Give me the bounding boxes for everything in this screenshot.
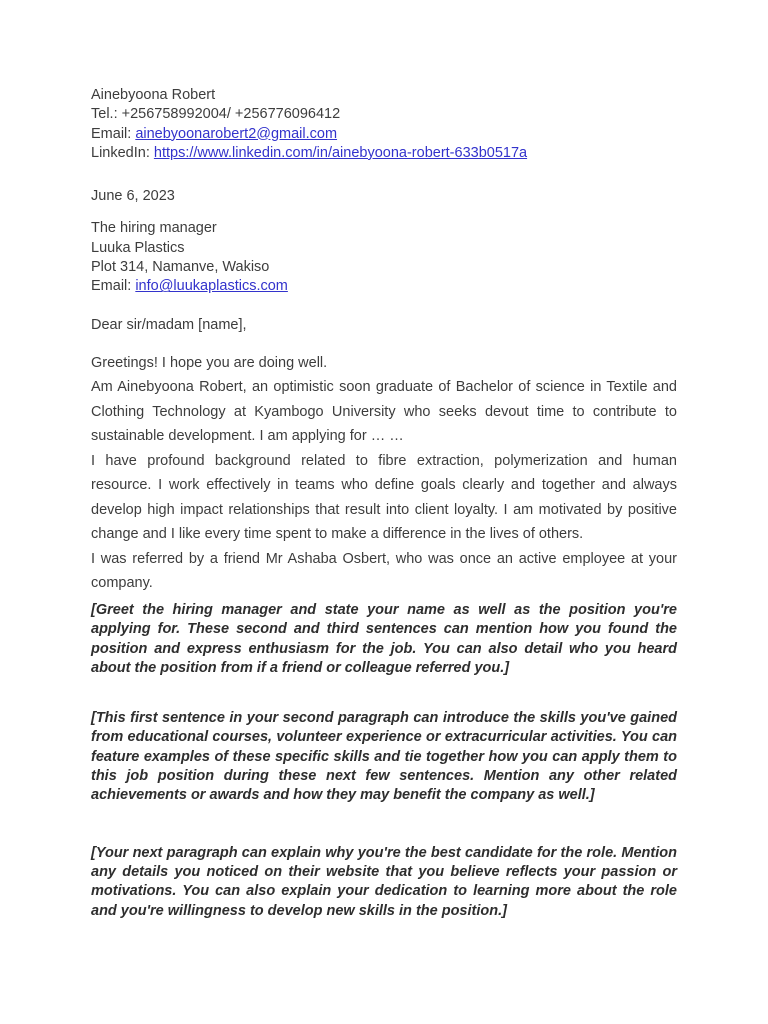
sender-email-label: Email: — [91, 125, 136, 142]
intro-paragraph: Am Ainebyoona Robert, an optimistic soon graduate of Bachelor of science in Textile and Clothing Technology at Kyambogo University who seeks devout time to contribute to sustainable development. I am applying for … … — [91, 379, 677, 445]
recipient-title: The hiring manager — [91, 220, 217, 237]
recipient-email-link[interactable]: info@luukaplastics.com — [135, 278, 288, 295]
sender-contact-block — [91, 86, 677, 163]
template-note-greet: [Greet the hiring manager and state your name as well as the position you're applying for. These second and third sentences can mention how you found the position and express enthusiasm for the job. You can also detail who you heard about the position from if a friend or colleague referred you.] — [91, 601, 677, 676]
recipient-address: Plot 314, Namanve, Wakiso — [91, 259, 270, 276]
sender-email-line — [91, 125, 677, 144]
sender-linkedin-link[interactable]: https://www.linkedin.com/in/ainebyoona-robert-633b0517a — [153, 144, 528, 161]
sender-linkedin-line — [91, 144, 677, 163]
template-note-candidate: [Your next paragraph can explain why you're the best candidate for the role. Mention any details you noticed on their website that you believe reflects your passion or motivations. You can also explain your dedication to learning more about the role and you're willingness to develop new skills in the position.] — [91, 844, 677, 919]
recipient-company: Luuka Plastics — [91, 239, 185, 256]
greeting-paragraph: Greetings! I hope you are doing well. — [91, 354, 328, 371]
sender-name: Ainebyoona Robert — [91, 87, 216, 103]
background-paragraph: I have profound background related to fibre extraction, polymerization and human resource. I work effectively in teams who define goals clearly and together and always develop high impact relationships that result into client loyalty. I am motivated by positive change and I like every time spent to make a difference in the lives of others. — [91, 452, 677, 543]
letter-date: June 6, 2023 — [91, 188, 175, 205]
recipient-email-label: Email: — [91, 278, 136, 295]
template-note-skills: [This first sentence in your second paragraph can introduce the skills you've gained from educational courses, volunteer experience or extracurricular activities. You can feature examples of these specific skills and tie together how you can apply them to this job position during these next few sentences. Mention any other related achievements or awards and how they may benefit the company as well.] — [91, 710, 677, 804]
referral-paragraph: I was referred by a friend Mr Ashaba Osbert, who was once an active employee at your company. — [91, 550, 677, 592]
sender-phone-line: Tel.: +256758992004/ +256776096412 — [91, 106, 341, 123]
recipient-email-line — [91, 277, 677, 296]
recipient-block — [91, 219, 677, 296]
salutation: Dear sir/madam [name], — [91, 316, 247, 333]
sender-email-link[interactable]: ainebyoonarobert2@gmail.com — [135, 125, 338, 142]
sender-linkedin-label: LinkedIn: — [91, 144, 154, 161]
